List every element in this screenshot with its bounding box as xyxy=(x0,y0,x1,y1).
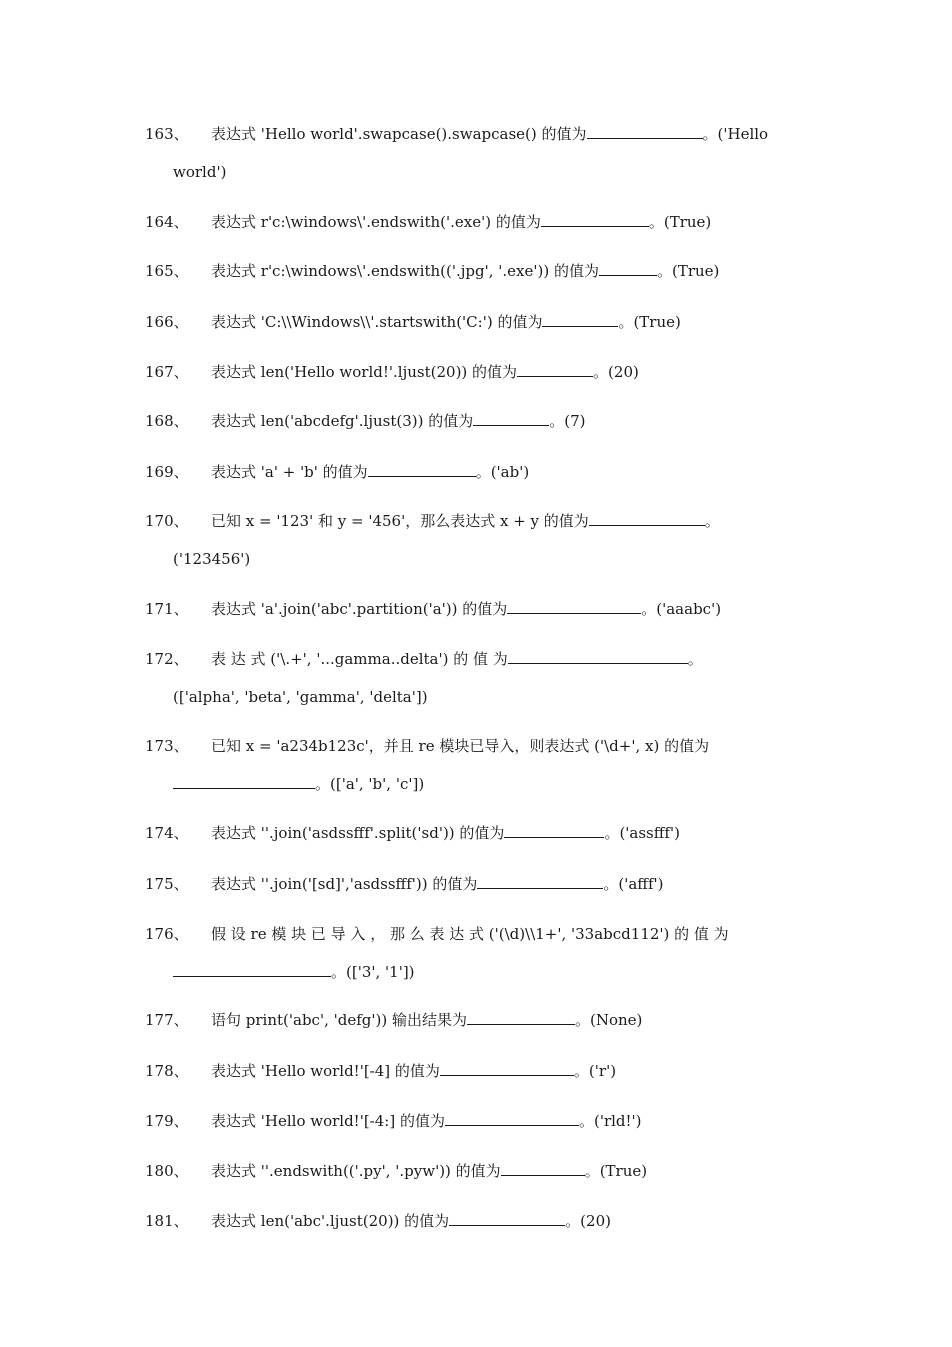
question-number: 176、 xyxy=(145,925,189,943)
question-number: 163、 xyxy=(145,125,189,143)
question-text: 表达式 'C:\\Windows\\'.startswith('C:') 的值为 xyxy=(211,313,543,331)
question-number: 177、 xyxy=(145,1011,189,1029)
question-text: 表达式 len('Hello world!'.ljust(20)) 的值为 xyxy=(211,363,518,381)
question-number: 179、 xyxy=(145,1112,189,1130)
question-text: 表达式 'a'.join('abc'.partition('a')) 的值为 xyxy=(211,600,508,618)
question-number: 178、 xyxy=(145,1062,189,1080)
question-number: 173、 xyxy=(145,737,189,755)
question-number: 165、 xyxy=(145,262,189,280)
question-text: 表达式 ''.endswith(('.py', '.pyw')) 的值为 xyxy=(211,1162,501,1180)
answer-blank xyxy=(501,1161,585,1176)
question-179 xyxy=(145,1102,810,1140)
answer-blank xyxy=(440,1061,574,1076)
answer-text: 。(True) xyxy=(648,213,712,231)
question-181 xyxy=(145,1202,810,1240)
answer-blank xyxy=(173,962,331,977)
question-text: 表达式 'Hello world!'[-4] 的值为 xyxy=(211,1062,440,1080)
answer-blank xyxy=(368,462,476,477)
question-number: 169、 xyxy=(145,463,189,481)
question-text: 表达式 r'c:\windows\'.endswith(('.jpg', '.exe')) 的值为 xyxy=(211,262,599,280)
question-number: 174、 xyxy=(145,824,189,842)
answer-blank xyxy=(541,212,649,227)
question-number: 180、 xyxy=(145,1162,189,1180)
question-164 xyxy=(145,203,810,241)
question-text: 假 设 re 模 块 已 导 入 ， 那 么 表 达 式 ('(\d)\\1+', '33abcd112') 的 值 为 xyxy=(211,925,729,943)
question-number: 166、 xyxy=(145,313,189,331)
question-171 xyxy=(145,590,810,628)
answer-text: 。('Hello xyxy=(702,125,769,143)
answer-text: 。('r') xyxy=(573,1062,617,1080)
question-continuation: world') xyxy=(173,163,227,181)
question-number: 175、 xyxy=(145,875,189,893)
answer-text: 。('assfff') xyxy=(604,824,680,842)
question-180 xyxy=(145,1152,810,1190)
answer-blank xyxy=(542,312,618,327)
question-continuation: (['alpha', 'beta', 'gamma', 'delta']) xyxy=(173,688,428,706)
answer-blank xyxy=(599,261,657,276)
answer-text: 。(7) xyxy=(549,412,586,430)
question-number: 168、 xyxy=(145,412,189,430)
question-170 xyxy=(145,502,810,578)
question-continuation: ('123456') xyxy=(173,550,251,568)
answer-text: 。(['a', 'b', 'c']) xyxy=(315,775,425,793)
answer-blank xyxy=(173,774,315,789)
question-number: 164、 xyxy=(145,213,189,231)
question-text: 表达式 'a' + 'b' 的值为 xyxy=(211,463,368,481)
answer-text: 。('ab') xyxy=(475,463,530,481)
answer-blank xyxy=(473,411,549,426)
question-number: 172、 xyxy=(145,650,189,668)
answer-blank xyxy=(449,1211,565,1226)
answer-text: 。(True) xyxy=(656,262,720,280)
answer-blank xyxy=(517,362,593,377)
question-number: 181、 xyxy=(145,1212,189,1230)
question-177 xyxy=(145,1001,810,1039)
question-number: 171、 xyxy=(145,600,189,618)
answer-blank xyxy=(477,874,603,889)
question-175 xyxy=(145,865,810,903)
question-173 xyxy=(145,727,810,803)
answer-text: 。(None) xyxy=(574,1011,643,1029)
answer-blank xyxy=(508,649,688,664)
answer-text: 。('afff') xyxy=(603,875,664,893)
question-text: 表达式 len('abcdefg'.ljust(3)) 的值为 xyxy=(211,412,474,430)
answer-text: 。 xyxy=(704,512,720,530)
answer-text: 。('aaabc') xyxy=(641,600,722,618)
answer-text: 。(True) xyxy=(584,1162,648,1180)
question-text: 表 达 式 ('\.+', '...gamma..delta') 的 值 为 xyxy=(211,650,508,668)
answer-text: 。(['3', '1']) xyxy=(331,963,415,981)
question-text: 已知 x = 'a234b123c'，并且 re 模块已导入，则表达式 ('\d+', x) 的值为 xyxy=(211,737,710,755)
answer-blank xyxy=(445,1111,579,1126)
answer-text: 。(20) xyxy=(565,1212,611,1230)
question-text: 表达式 ''.join('asdssfff'.split('sd')) 的值为 xyxy=(211,824,505,842)
answer-blank xyxy=(504,823,604,838)
answer-blank xyxy=(589,511,705,526)
answer-text: 。 xyxy=(687,650,703,668)
question-number: 170、 xyxy=(145,512,189,530)
question-text: 表达式 r'c:\windows\'.endswith('.exe') 的值为 xyxy=(211,213,541,231)
question-text: 语句 print('abc', 'defg')) 输出结果为 xyxy=(211,1011,467,1029)
question-176 xyxy=(145,915,810,991)
question-text: 表达式 ''.join('[sd]','asdssfff')) 的值为 xyxy=(211,875,478,893)
question-text: 表达式 'Hello world!'[-4:] 的值为 xyxy=(211,1112,445,1130)
question-163 xyxy=(145,115,810,191)
question-168 xyxy=(145,402,810,440)
question-text: 已知 x = '123' 和 y = '456'，那么表达式 x + y 的值为 xyxy=(211,512,589,530)
question-text: 表达式 len('abc'.ljust(20)) 的值为 xyxy=(211,1212,450,1230)
question-169 xyxy=(145,453,810,491)
answer-text: 。('rld!') xyxy=(578,1112,642,1130)
question-174 xyxy=(145,814,810,852)
answer-blank xyxy=(507,599,641,614)
question-167 xyxy=(145,353,810,391)
question-number: 167、 xyxy=(145,363,189,381)
answer-blank xyxy=(587,124,703,139)
answer-text: 。(True) xyxy=(618,313,681,331)
question-165 xyxy=(145,252,810,290)
answer-text: 。(20) xyxy=(593,363,639,381)
question-166 xyxy=(145,303,810,341)
question-172 xyxy=(145,640,810,716)
question-text: 表达式 'Hello world'.swapcase().swapcase() 的值为 xyxy=(211,125,587,143)
question-178 xyxy=(145,1052,810,1090)
answer-blank xyxy=(467,1010,575,1025)
